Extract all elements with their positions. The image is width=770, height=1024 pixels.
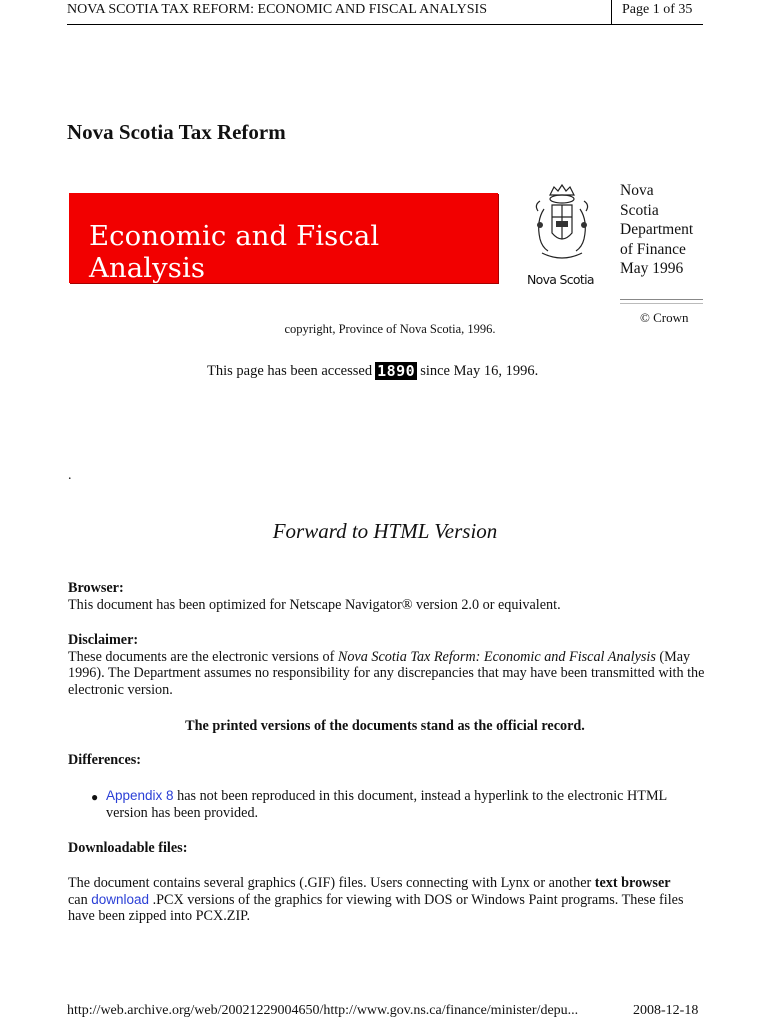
crown-copyright: © Crown [640,310,689,325]
department-info [620,181,693,279]
footer-date: 2008-12-18 [633,1003,699,1018]
copyright-notice: copyright, Province of Nova Scotia, 1996. [284,322,496,336]
access-text-after: since May 16, 1996. [420,362,539,379]
downloads-text-1: The document contains several graphics (.GIF) files. Users connecting with Lynx or another [68,875,592,891]
nova-scotia-crest-icon [528,175,592,287]
differences-text: has not been reproduced in this document, instead a hyperlink to the electronic HTML version has been provided. [106,788,667,821]
disclaimer-label: Disclaimer: [68,632,139,648]
official-record-notice: The printed versions of the documents stand as the official record. [185,718,585,734]
disclaimer-text-after: (May 1996). The Department assumes no responsibility for any discrepancies that may have been transmitted with the electronic version. [68,648,705,698]
downloads-label: Downloadable files: [68,840,188,856]
downloads-text-3: .PCX versions of the graphics for viewing with DOS or Windows Paint programs. These files have been zipped into PCX.ZIP. [68,891,684,924]
crest-label: Nova Scotia [527,272,594,287]
appendix-8-link[interactable]: Appendix 8 [106,788,174,803]
access-counter-line [207,362,538,380]
department-line: Department [620,221,694,238]
browser-label: Browser: [68,580,124,596]
downloads-text-2: can [68,891,88,908]
department-date: May 1996 [620,260,684,277]
hit-counter: 1890 [377,362,416,380]
differences-item [106,788,706,821]
stray-dot: . [68,468,72,483]
banner-text: Economic and Fiscal Analysis [89,220,380,284]
downloads-text [68,875,688,925]
disclaimer-text-before: These documents are the electronic versions of [68,648,335,665]
bullet-icon: ● [91,790,99,804]
download-link[interactable]: download [91,891,150,907]
header-separator [611,0,612,24]
forward-heading: Forward to HTML Version [272,519,498,543]
footer-url: http://web.archive.org/web/20021229004650/http://www.gov.ns.ca/finance/minister/depu... [67,1003,579,1018]
differences-label: Differences: [68,752,142,768]
department-line: Scotia [620,201,659,219]
department-line: of Finance [620,240,686,258]
disclaimer-doc-title: Nova Scotia Tax Reform: Economic and Fiscal Analysis [337,648,656,665]
header-rule [67,24,703,25]
title-banner [69,193,498,283]
access-text-before: This page has been accessed [207,362,373,379]
browser-section [68,580,708,613]
page-number: Page 1 of 35 [622,2,693,17]
department-rule [620,299,703,304]
browser-text: This document has been optimized for Netscape Navigator® version 2.0 or equivalent. [68,596,561,613]
document-title: Nova Scotia Tax Reform [67,120,286,144]
disclaimer-section [68,632,708,698]
disclaimer-text [68,649,708,699]
department-line: Nova [620,182,654,199]
text-browser-emphasis: text browser [594,875,671,891]
page-header-title: NOVA SCOTIA TAX REFORM: ECONOMIC AND FISCAL ANALYSIS [67,2,488,17]
